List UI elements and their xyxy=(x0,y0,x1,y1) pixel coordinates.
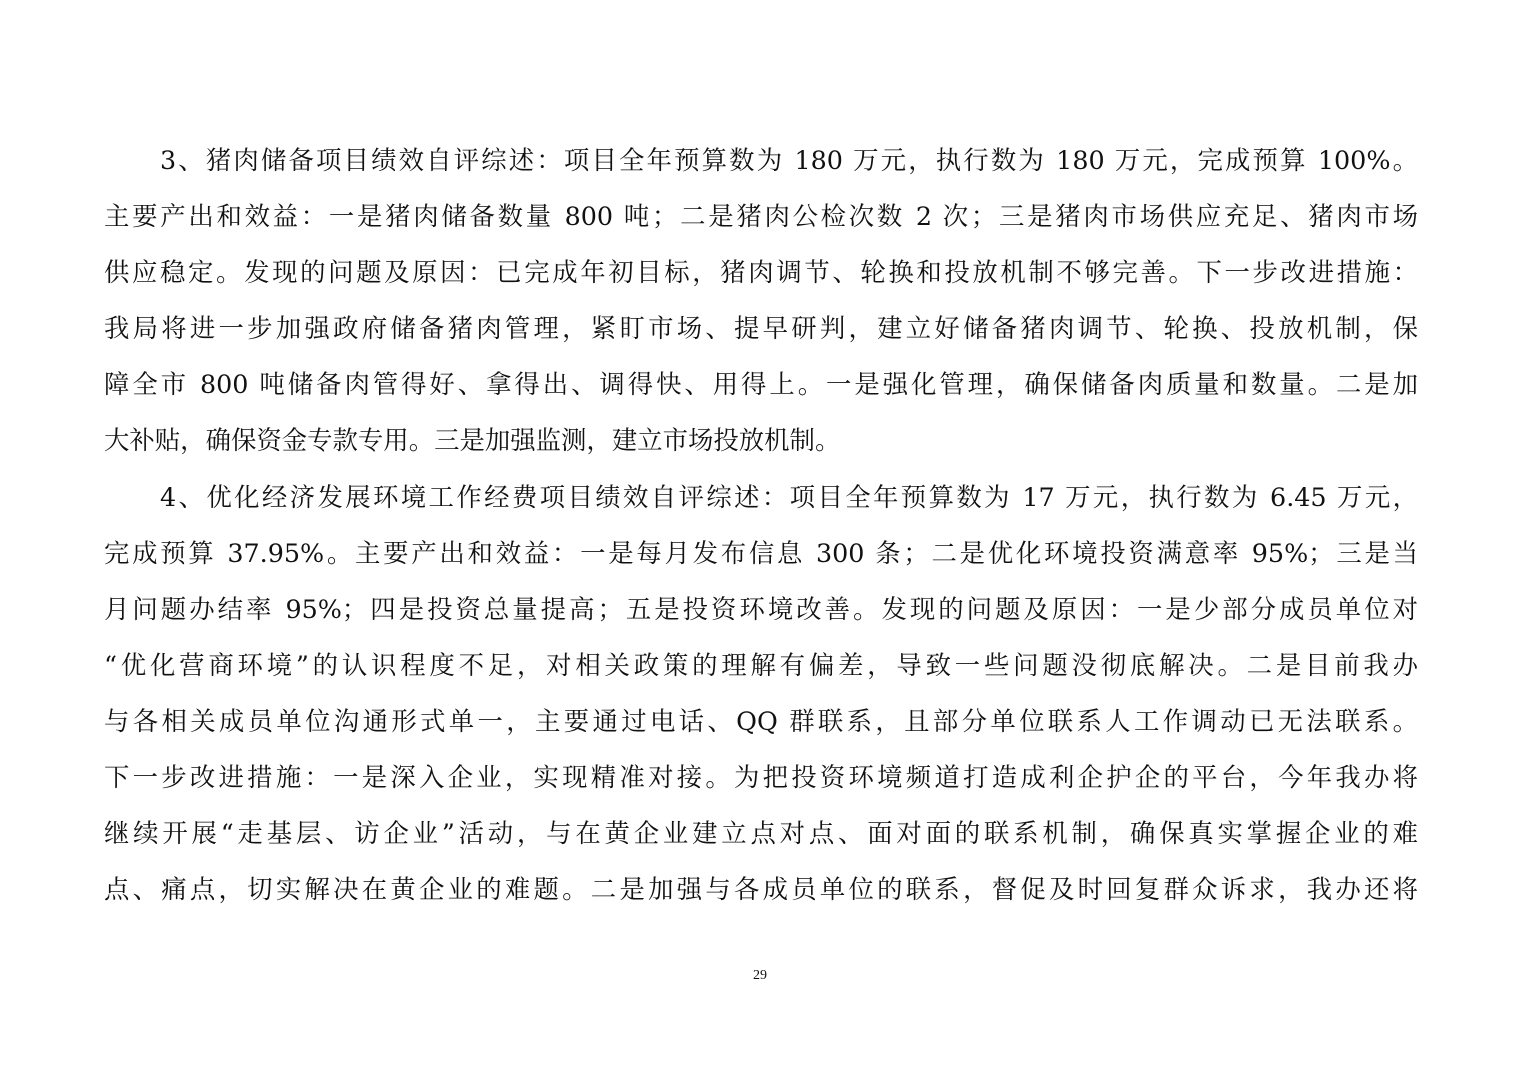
paragraph-4-line-1: 4、优化经济发展环境工作经费项目绩效自评综述：项目全年预算数为 17 万元，执行数为 6.45 万元， xyxy=(160,482,1418,512)
paragraph-4-line-6: 下一步改进措施：一是深入企业，实现精准对接。为把投资环境频道打造成利企护企的平台，今年我办将 xyxy=(104,762,1418,792)
paragraph-3-line-6: 大补贴，确保资金专款专用。三是加强监测，建立市场投放机制。 xyxy=(104,425,841,455)
paragraph-4-line-5: 与各相关成员单位沟通形式单一，主要通过电话、QQ 群联系，且部分单位联系人工作调动已无法联系。 xyxy=(104,706,1418,736)
paragraph-3-line-5: 障全市 800 吨储备肉管得好、拿得出、调得快、用得上。一是强化管理，确保储备肉质量和数量。二是加 xyxy=(104,369,1418,399)
paragraph-4-line-3: 月问题办结率 95%；四是投资总量提高；五是投资环境改善。发现的问题及原因：一是少部分成员单位对 xyxy=(104,594,1418,624)
paragraph-3-line-3: 供应稳定。发现的问题及原因：已完成年初目标，猪肉调节、轮换和投放机制不够完善。下一步改进措施： xyxy=(104,257,1418,287)
paragraph-4-line-7: 继续开展“走基层、访企业”活动，与在黄企业建立点对点、面对面的联系机制，确保真实掌握企业的难 xyxy=(104,818,1418,848)
paragraph-3-line-2: 主要产出和效益：一是猪肉储备数量 800 吨；二是猪肉公检次数 2 次；三是猪肉市场供应充足、猪肉市场 xyxy=(104,201,1418,231)
paragraph-3-line-1: 3、猪肉储备项目绩效自评综述：项目全年预算数为 180 万元，执行数为 180 万元，完成预算 100%。 xyxy=(160,145,1418,175)
paragraph-3-line-4: 我局将进一步加强政府储备猪肉管理，紧盯市场、提早研判，建立好储备猪肉调节、轮换、投放机制，保 xyxy=(104,313,1418,343)
paragraph-4-line-2: 完成预算 37.95%。主要产出和效益：一是每月发布信息 300 条；二是优化环境投资满意率 95%；三是当 xyxy=(104,538,1418,568)
paragraph-4-line-4: “优化营商环境”的认识程度不足，对相关政策的理解有偏差，导致一些问题没彻底解决。二是目前我办 xyxy=(104,650,1418,680)
paragraph-4-line-8: 点、痛点，切实解决在黄企业的难题。二是加强与各成员单位的联系，督促及时回复群众诉求，我办还将 xyxy=(104,874,1418,904)
page-number: 29 xyxy=(753,968,767,983)
